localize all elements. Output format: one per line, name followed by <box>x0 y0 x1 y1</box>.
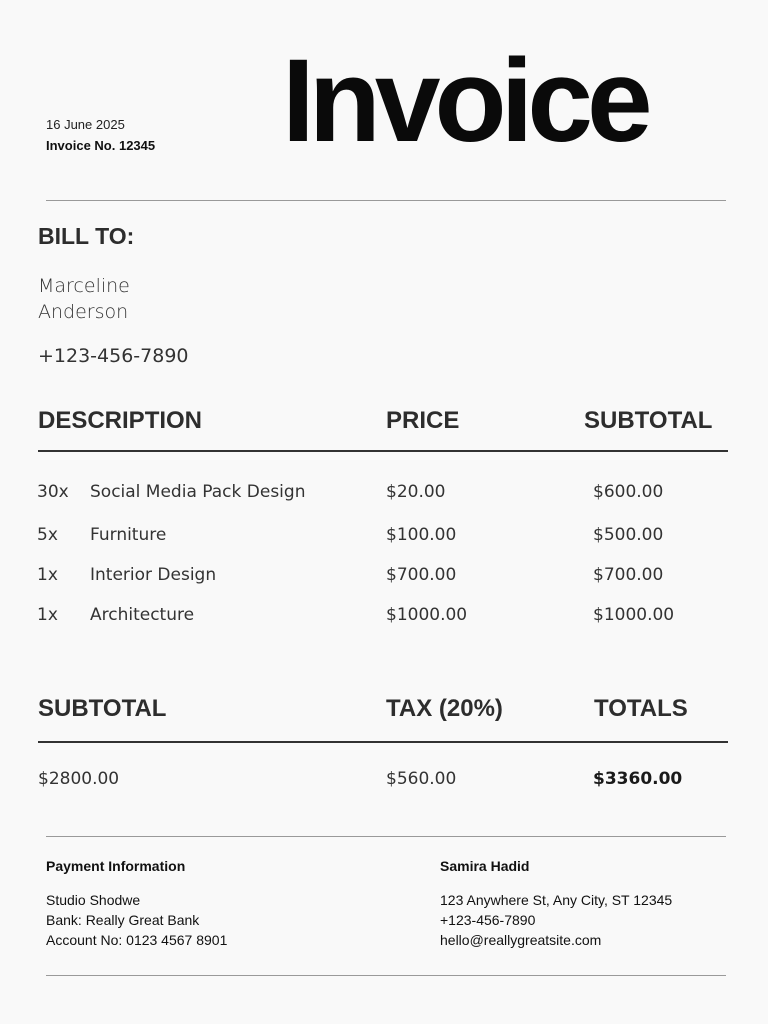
payment-account: Account No: 0123 4567 8901 <box>46 932 228 948</box>
col-header-description: DESCRIPTION <box>38 407 203 434</box>
item-description: Social Media Pack Design <box>90 482 306 502</box>
item-subtotal: $600.00 <box>593 482 664 502</box>
item-subtotal: $1000.00 <box>593 605 675 625</box>
item-price: $700.00 <box>386 565 457 585</box>
bill-to-heading: BILL TO: <box>38 223 135 249</box>
sender-address: 123 Anywhere St, Any City, ST 12345 <box>440 892 673 908</box>
footer-top-divider <box>46 836 726 837</box>
items-header-divider <box>38 450 728 452</box>
invoice-date: 16 June 2025 <box>46 117 125 132</box>
item-qty: 1x <box>37 565 58 585</box>
item-description: Interior Design <box>90 565 217 585</box>
sender-contact <box>440 890 672 950</box>
client-name-line2: Anderson <box>38 301 129 323</box>
item-qty: 30x <box>37 482 69 502</box>
item-subtotal: $700.00 <box>593 565 664 585</box>
totals-grand-value: $3360.00 <box>593 769 683 789</box>
item-price: $100.00 <box>386 525 457 545</box>
payment-studio: Studio Shodwe <box>46 892 141 908</box>
payment-info-lines <box>46 890 227 950</box>
payment-bank: Bank: Really Great Bank <box>46 912 200 928</box>
table-row <box>0 482 768 504</box>
item-price: $1000.00 <box>386 605 468 625</box>
table-row <box>0 605 768 627</box>
item-qty: 5x <box>37 525 58 545</box>
totals-tax-value: $560.00 <box>386 769 457 789</box>
totals-header-tax: TAX (20%) <box>386 695 503 722</box>
item-subtotal: $500.00 <box>593 525 664 545</box>
table-row <box>0 565 768 587</box>
sender-phone: +123-456-7890 <box>440 912 536 928</box>
totals-header-totals: TOTALS <box>594 695 688 722</box>
totals-subtotal-value: $2800.00 <box>38 769 120 789</box>
header-divider <box>46 200 726 201</box>
footer-bottom-divider <box>46 975 726 976</box>
item-qty: 1x <box>37 605 58 625</box>
payment-info-title: Payment Information <box>46 858 186 874</box>
totals-header-divider <box>38 741 728 743</box>
table-row <box>0 525 768 547</box>
client-name <box>38 273 130 325</box>
client-phone: +123-456-7890 <box>38 345 189 367</box>
sender-name: Samira Hadid <box>440 858 530 874</box>
totals-header-subtotal: SUBTOTAL <box>38 695 167 722</box>
col-header-price: PRICE <box>386 407 460 434</box>
item-description: Furniture <box>90 525 167 545</box>
item-description: Architecture <box>90 605 195 625</box>
invoice-title: Invoice <box>282 35 647 167</box>
col-header-subtotal: SUBTOTAL <box>584 407 713 434</box>
invoice-number: Invoice No. 12345 <box>46 138 156 153</box>
item-price: $20.00 <box>386 482 446 502</box>
sender-email: hello@reallygreatsite.com <box>440 932 602 948</box>
client-name-line1: Marceline <box>38 275 130 297</box>
